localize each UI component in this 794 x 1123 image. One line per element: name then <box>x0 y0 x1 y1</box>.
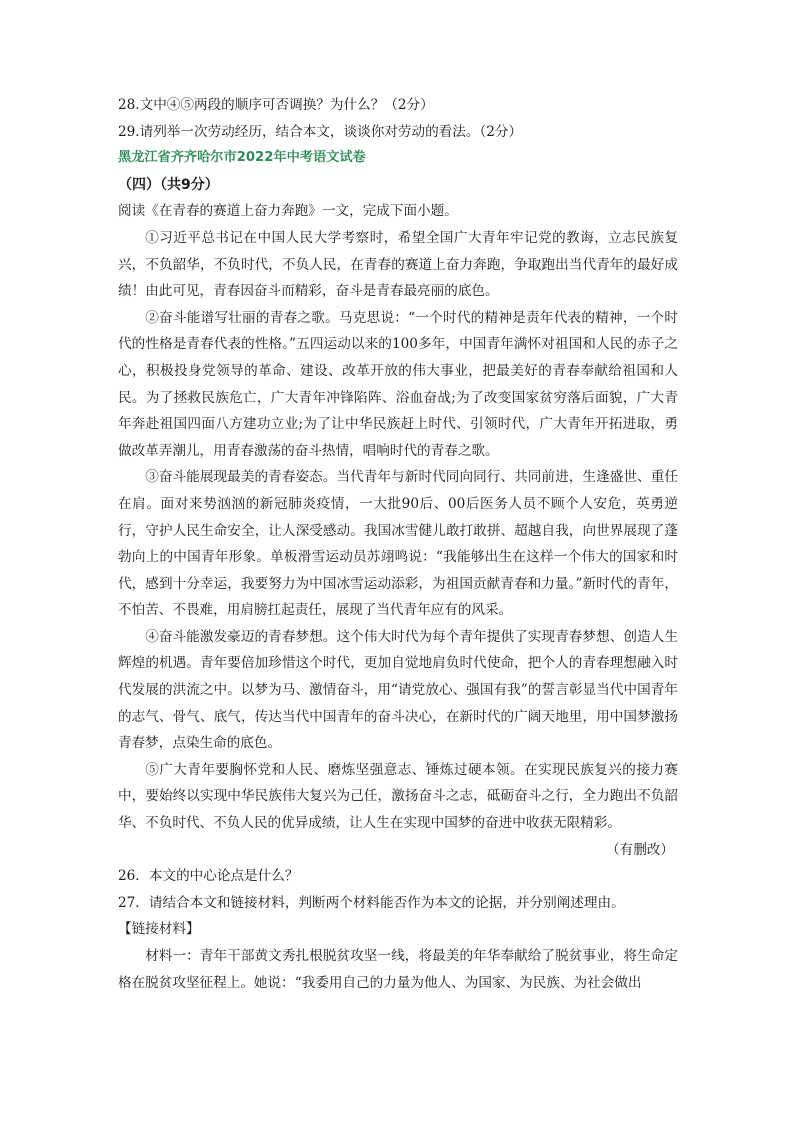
question-27: 27．请结合本文和链接材料，判断两个材料能否作为本文的论据，并分别阐述理由。 <box>118 894 625 911</box>
exam-source-title: 黑龙江省齐齐哈尔市2022年中考语文试卷 <box>118 150 366 166</box>
section-header: （四）（共9分） <box>118 176 219 193</box>
question-28: 28.文中④⑤两段的顺序可否调换？为什么？（2分） <box>118 97 434 113</box>
material-one: 材料一：青年干部黄文秀扎根脱贫攻坚一线，将最美的年华奉献给了脱贫事业，将生命定格在脱贫攻坚征程上。她说：“我委用自己的力量为他人、为国家、为民族、为社会做出 <box>118 948 678 991</box>
paragraph-1: ①习近平总书记在中国人民大学考察时，希望全国广大青年牢记党的教诲，立志民族复兴，不负韶华，不负时代，不负人民，在青春的赛道上奋力奔跑，争取跑出当代青年的最好成绩！由此可见，青春因奋斗而精彩，奋斗是青春最亮丽的底色。 <box>118 229 678 300</box>
reading-instruction: 阅读《在青春的赛道上奋力奔跑》一文，完成下面小题。 <box>118 203 458 220</box>
paragraph-2: ②奋斗能谱写壮丽的青春之歌。马克思说：“一个时代的精神是责年代表的精神，一个时代的性格是青春代表的性格。”五四运动以来的100多年，中国青年满怀对祖国和人民的赤子之心，积极投身党领导的革命、建设、改革开放的伟大事业，把最美好的青春奉献给祖国和人民。为了拯救民族危亡，广大青年冲锋陷阵、浴血奋战;为了改变国家贫穷落后面貌，广大青年奔赴祖国四面八方建功立业;为了让中华民族赶上时代、引领时代，广大青年开拓进取，勇做改革弄潮儿，用青春激荡的奋斗热情，唱响时代的青春之歌。 <box>118 309 678 459</box>
question-29: 29.请列举一次劳动经历，结合本文，谈谈你对劳动的看法。（2分） <box>118 123 523 140</box>
question-26: 26．本文的中心论点是什么？ <box>118 868 299 885</box>
link-material-header: 【链接材料】 <box>118 921 200 938</box>
edited-note: （有删改） <box>606 841 674 858</box>
document-page <box>118 92 678 996</box>
paragraph-4: ④奋斗能激发豪迈的青春梦想。这个伟大时代为每个青年提供了实现青春梦想、创造人生辉煌的机遇。青年要倍加珍惜这个时代，更加自觉地肩负时代使命，把个人的青春理想融入时代发展的洪流之中。以梦为马、激情奋斗，用“请党放心、强国有我”的誓言彰显当代中国青年的志气、骨气、底气，传达当代中国青年的奋斗决心，在新时代的广阔天地里，用中国梦激扬青春梦，点染生命的底色。 <box>118 628 678 752</box>
paragraph-3: ③奋斗能展现最美的青春姿态。当代青年与新时代同向同行、共同前进，生逢盛世、重任在肩。面对来势汹汹的新冠肺炎疫情，一大批90后、00后医务人员不顾个人安危，英勇逆行，守护人民生命安全，让人深受感动。我国冰雪健儿敢打敢拼、超越自我，向世界展现了蓬勃向上的中国青年形象。单板滑雪运动员苏翊鸣说：“我能够出生在这样一个伟大的国家和时代，感到十分幸运，我要努力为中国冰雪运动添彩，为祖国贡献青春和力量。”新时代的青年，不怕苦、不畏难，用肩膀扛起责任，展现了当代青年应有的风采。 <box>118 469 678 619</box>
paragraph-5: ⑤广大青年要胸怀党和人民、磨炼坚强意志、锤炼过硬本领。在实现民族复兴的接力赛中，要始终以实现中华民族伟大复兴为己任，激扬奋斗之志，砥砺奋斗之行，全力跑出不负韶华、不负时代、不负人民的优异成绩，让人生在实现中国梦的奋进中收获无限精彩。 <box>118 761 678 832</box>
